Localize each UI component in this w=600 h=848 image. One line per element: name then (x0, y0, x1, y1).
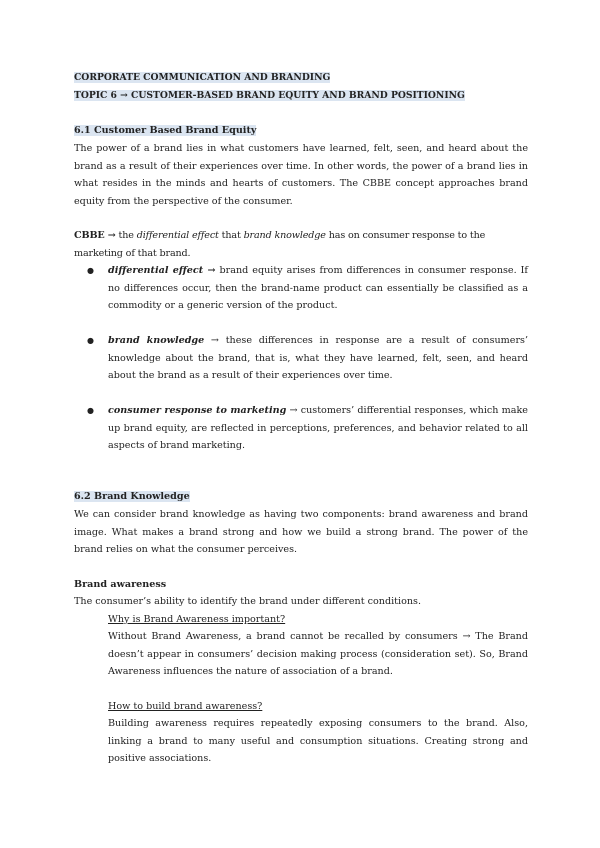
section-heading-6-1: 6.1 Customer Based Brand Equity (74, 125, 257, 136)
cbbe-definition: CBBE → the differential effect that brand knowledge has on consumer response to the marketing of that brand. (74, 230, 486, 259)
bullet-icon: ● (87, 336, 94, 345)
list-item-brand-knowledge: ● brand knowledge → these differences in response are a result of consumers’ knowledge about the brand, that is, what they have learned, felt, seen, and heard about the brand as a result of their experiences over time. (108, 332, 528, 385)
bullet-icon: ● (87, 266, 94, 275)
cbbe-term: CBBE → (74, 230, 116, 241)
document-header (74, 69, 528, 104)
list-item-consumer-response: ● consumer response to marketing → customers’ differential responses, which make up brand equity, are reflected in perceptions, preferences, and behavior related to all aspects of brand marketing. (108, 402, 528, 455)
how-awareness-heading: How to build brand awareness? (108, 701, 263, 712)
why-awareness-heading: Why is Brand Awareness important? (108, 614, 286, 625)
brand-awareness-heading: Brand awareness (74, 579, 167, 590)
bullet-icon: ● (87, 406, 94, 415)
section-1-paragraph: The power of a brand lies in what customers have learned, felt, seen, and heard about the brand as a result of their experiences over time. In other words, the power of a brand lies in what resides in the minds and hearts of customers. The CBBE concept approaches brand equity from the perspective of the consumer. (74, 143, 528, 207)
why-awareness-text: Without Brand Awareness, a brand cannot be recalled by consumers → The Brand doesn’t appear in consumers’ decision making process (consideration set). So, Brand Awareness influences the nature of association of a brand. (108, 631, 528, 678)
list-item-differential-effect: ● differential effect → brand equity arises from differences in consumer response. If no differences occur, then the brand-name product can essentially be classified as a commodity or a generic version of the product. (108, 262, 528, 315)
brand-awareness-definition: The consumer’s ability to identify the brand under different conditions. (74, 596, 422, 607)
section-2-paragraph: We can consider brand knowledge as having two components: brand awareness and brand image. What makes a brand strong and how we build a strong brand. The power of the brand relies on what the consumer perceives. (74, 509, 528, 556)
how-awareness-text: Building awareness requires repeatedly exposing consumers to the brand. Also, linking a brand to many useful and consumption situations. Creating strong and positive associations. (108, 718, 528, 765)
section-heading-6-2: 6.2 Brand Knowledge (74, 491, 190, 502)
topic-title: TOPIC 6 → CUSTOMER-BASED BRAND EQUITY AND BRAND POSITIONING (74, 89, 465, 101)
course-title: CORPORATE COMMUNICATION AND BRANDING (74, 72, 331, 83)
